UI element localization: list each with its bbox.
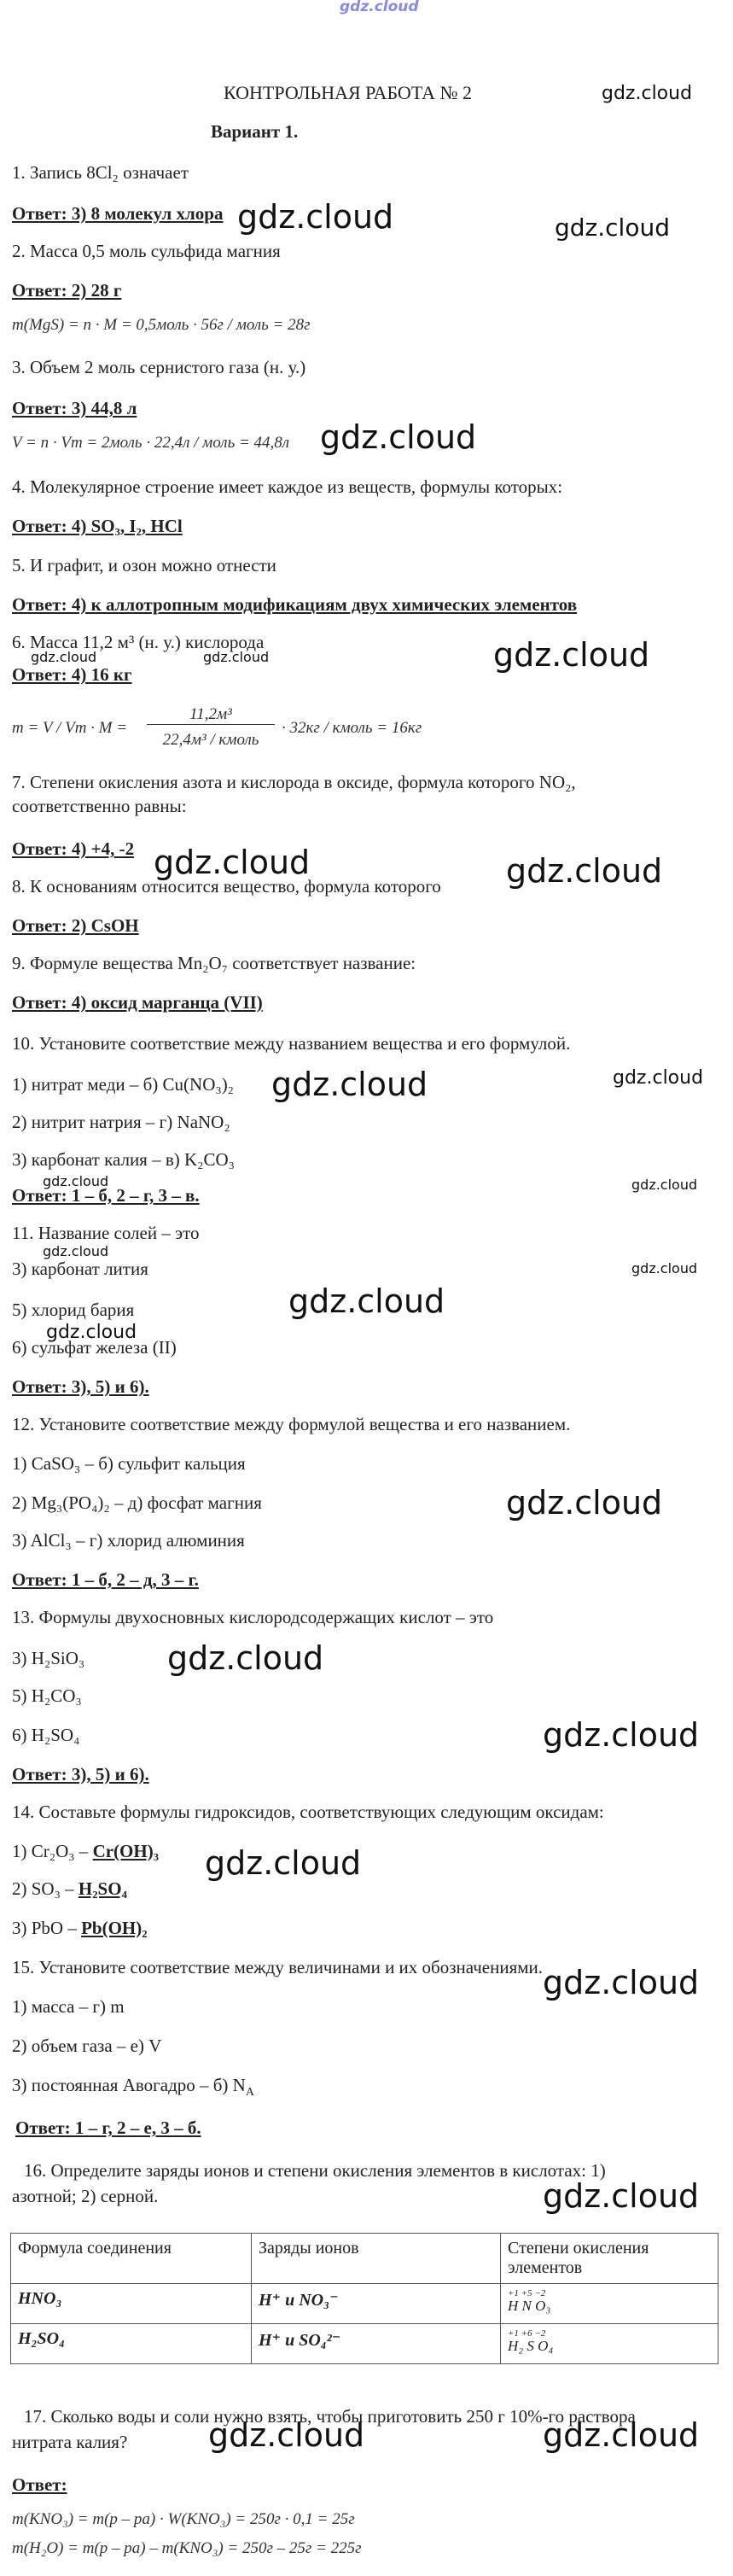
variant-label: Вариант 1. xyxy=(211,121,299,142)
question-9: 9. Формуле вещества Mn₂O₇ соответствует название: xyxy=(12,953,416,973)
watermark: gdz.cloud xyxy=(506,1484,663,1522)
answer-9: Ответ: 4) оксид марганца (VII) xyxy=(12,992,263,1013)
formula-17-1: m(KNO₃) = m(р – ра) · W(KNO₃) = 250г · 0,1 = 25г xyxy=(12,2510,355,2528)
q14-item-2: 2) SO₃ – H₂SO₄ xyxy=(12,1878,127,1899)
table-cell-ions: H⁺ и SO₄²⁻ xyxy=(252,2324,501,2364)
watermark: gdz.cloud xyxy=(43,1243,109,1259)
question-5: 5. И графит, и озон можно отнести xyxy=(12,555,276,575)
watermark: gdz.cloud xyxy=(613,1067,704,1089)
question-6: 6. Масса 11,2 м³ (н. у.) кислорода xyxy=(12,632,265,652)
table-header: Формула соединения xyxy=(11,2234,252,2284)
table-cell-oxidation: +1 +5 −2 H N O₃ xyxy=(501,2284,718,2324)
question-2: 2. Масса 0,5 моль сульфида магния xyxy=(12,241,281,261)
watermark: gdz.cloud xyxy=(208,2416,365,2454)
table-row xyxy=(11,2324,718,2364)
question-7-line1: 7. Степени окисления азота и кислорода в оксиде, формула которого NO₂, xyxy=(12,772,576,792)
formula-6-lhs: m = V / Vm · M = xyxy=(12,719,128,737)
watermark: gdz.cloud xyxy=(543,2416,700,2454)
formula-3: V = n · Vm = 2моль · 22,4л / моль = 44,8л xyxy=(12,434,290,452)
q15-item-1: 1) масса – г) m xyxy=(12,1996,125,2017)
watermark: gdz.cloud xyxy=(154,844,311,881)
question-8: 8. К основаниям относится вещество, формула которого xyxy=(12,876,441,897)
table-header: Степени окисления элементов xyxy=(501,2234,718,2284)
question-17-line1: 17. Сколько воды и соли нужно взять, чтобы приготовить 250 г 10%-го раствора xyxy=(24,2406,636,2427)
page-title: КОНТРОЛЬНАЯ РАБОТА № 2 xyxy=(224,82,473,103)
watermark: gdz.cloud xyxy=(543,1964,700,2001)
table-cell-oxidation: +1 +6 −2 H₂ S O₄ xyxy=(501,2324,718,2364)
q11-item-3: 6) сульфат железа (II) xyxy=(12,1337,177,1358)
question-7-line2: соответственно равны: xyxy=(12,796,187,816)
q10-item-3: 3) карбонат калия – в) K₂CO₃ xyxy=(12,1149,235,1170)
formula-6-rhs: · 32кг / кмоль = 16кг xyxy=(282,719,422,737)
q13-item-3: 6) H₂SO₄ xyxy=(12,1725,80,1745)
table-cell-ions: H⁺ и NO₃⁻ xyxy=(252,2284,501,2324)
watermark: gdz.cloud xyxy=(543,2177,700,2215)
q11-item-1: 3) карбонат лития xyxy=(12,1259,148,1279)
question-4: 4. Молекулярное строение имеет каждое из веществ, формулы которых: xyxy=(12,476,563,497)
q10-item-2: 2) нитрит натрия – г) NaNO₂ xyxy=(12,1112,230,1132)
watermark: gdz.cloud xyxy=(555,213,670,242)
answer-15: Ответ: 1 – г, 2 – е, 3 – б. xyxy=(15,2117,201,2138)
table-cell-formula: HNO₃ xyxy=(11,2284,252,2324)
answer-6: Ответ: 4) 16 кг xyxy=(12,664,132,685)
question-12: 12. Установите соответствие между формулой вещества и его названием. xyxy=(12,1414,571,1434)
answer-8: Ответ: 2) CsOH xyxy=(12,915,139,936)
question-10: 10. Установите соответствие между названием вещества и его формулой. xyxy=(12,1033,571,1054)
answer-17: Ответ: xyxy=(12,2474,67,2495)
question-16-line2: азотной; 2) серной. xyxy=(12,2186,159,2206)
formula-6-numerator: 11,2м³ xyxy=(147,705,275,725)
table-header: Заряды ионов xyxy=(252,2234,501,2284)
ions-table xyxy=(10,2233,718,2364)
answer-13: Ответ: 3), 5) и 6). xyxy=(12,1764,149,1785)
watermark: gdz.cloud xyxy=(43,1173,109,1189)
watermark: gdz.cloud xyxy=(31,649,97,665)
answer-7: Ответ: 4) +4, -2 xyxy=(12,838,135,859)
q11-item-2: 5) хлорид бария xyxy=(12,1300,135,1320)
question-17-line2: нитрата калия? xyxy=(12,2432,128,2452)
watermark: gdz.cloud xyxy=(493,636,650,674)
watermark: gdz.cloud xyxy=(237,198,394,236)
watermark: gdz.cloud xyxy=(320,418,477,456)
question-11: 11. Название солей – это xyxy=(12,1223,200,1243)
watermark: gdz.cloud xyxy=(631,1177,698,1193)
watermark: gdz.cloud xyxy=(631,1260,698,1276)
q10-item-1: 1) нитрат меди – б) Cu(NO₃)₂ xyxy=(12,1074,235,1095)
question-3: 3. Объем 2 моль сернистого газа (н. у.) xyxy=(12,357,306,377)
formula-2: m(MgS) = n · M = 0,5моль · 56г / моль = 28г xyxy=(12,316,311,334)
q12-item-2: 2) Mg₃(PO₄)₂ – д) фосфат магния xyxy=(12,1492,262,1513)
question-1: 1. Запись 8Cl₂ означает xyxy=(12,162,189,183)
formula-6-denominator: 22,4м³ / кмоль xyxy=(162,731,259,749)
answer-5: Ответ: 4) к аллотропным модификациям двух химических элементов xyxy=(12,594,578,615)
answer-2: Ответ: 2) 28 г xyxy=(12,280,122,301)
answer-11: Ответ: 3), 5) и 6). xyxy=(12,1376,149,1397)
answer-4: Ответ: 4) SO₃, I₂, HCl xyxy=(12,516,183,536)
watermark: gdz.cloud xyxy=(167,1639,324,1677)
question-13: 13. Формулы двухосновных кислородсодержащих кислот – это xyxy=(12,1607,494,1627)
answer-10: Ответ: 1 – б, 2 – г, 3 – в. xyxy=(12,1185,200,1206)
q15-item-2: 2) объем газа – е) V xyxy=(12,2036,162,2056)
table-cell-formula: H₂SO₄ xyxy=(11,2324,252,2364)
watermark: gdz.cloud xyxy=(506,852,663,890)
q12-item-3: 3) AlCl₃ – г) хлорид алюминия xyxy=(12,1530,245,1551)
answer-3: Ответ: 3) 44,8 л xyxy=(12,398,137,418)
q14-item-3: 3) PbO – Pb(OH)₂ xyxy=(12,1918,148,1938)
q12-item-1: 1) CaSO₃ – б) сульфит кальция xyxy=(12,1453,246,1474)
q15-item-3: 3) постоянная Авогадро – б) $N_A$ xyxy=(12,2075,254,2100)
q13-item-2: 5) H₂CO₃ xyxy=(12,1685,82,1706)
q14-item-1: 1) Cr₂O₃ – Cr(OH)₃ xyxy=(12,1841,159,1861)
formula-17-2: m(H₂O) = m(р – ра) – m(KNO₃) = 250г – 25г = 225г xyxy=(12,2539,362,2557)
watermark: gdz.cloud xyxy=(205,1844,362,1882)
watermark: gdz.cloud xyxy=(543,1716,700,1754)
answer-1: Ответ: 3) 8 молекул хлора xyxy=(12,203,224,224)
watermark: gdz.cloud xyxy=(46,1322,137,1343)
answer-12: Ответ: 1 – б, 2 – д, 3 – г. xyxy=(12,1569,199,1590)
watermark: gdz.cloud xyxy=(271,1066,428,1103)
question-15: 15. Установите соответствие между величинами и их обозначениями. xyxy=(12,1957,544,1977)
question-16-line1: 16. Определите заряды ионов и степени окисления элементов в кислотах: 1) xyxy=(24,2160,606,2181)
watermark: gdz.cloud xyxy=(288,1282,445,1320)
watermark: gdz.cloud xyxy=(203,649,270,665)
table-header-row xyxy=(11,2234,718,2284)
top-watermark: gdz.cloud xyxy=(340,0,419,15)
q13-item-1: 3) H₂SiO₃ xyxy=(12,1648,85,1668)
question-14: 14. Составьте формулы гидроксидов, соответствующих следующим оксидам: xyxy=(12,1802,604,1822)
table-row xyxy=(11,2284,718,2324)
watermark: gdz.cloud xyxy=(602,83,693,104)
